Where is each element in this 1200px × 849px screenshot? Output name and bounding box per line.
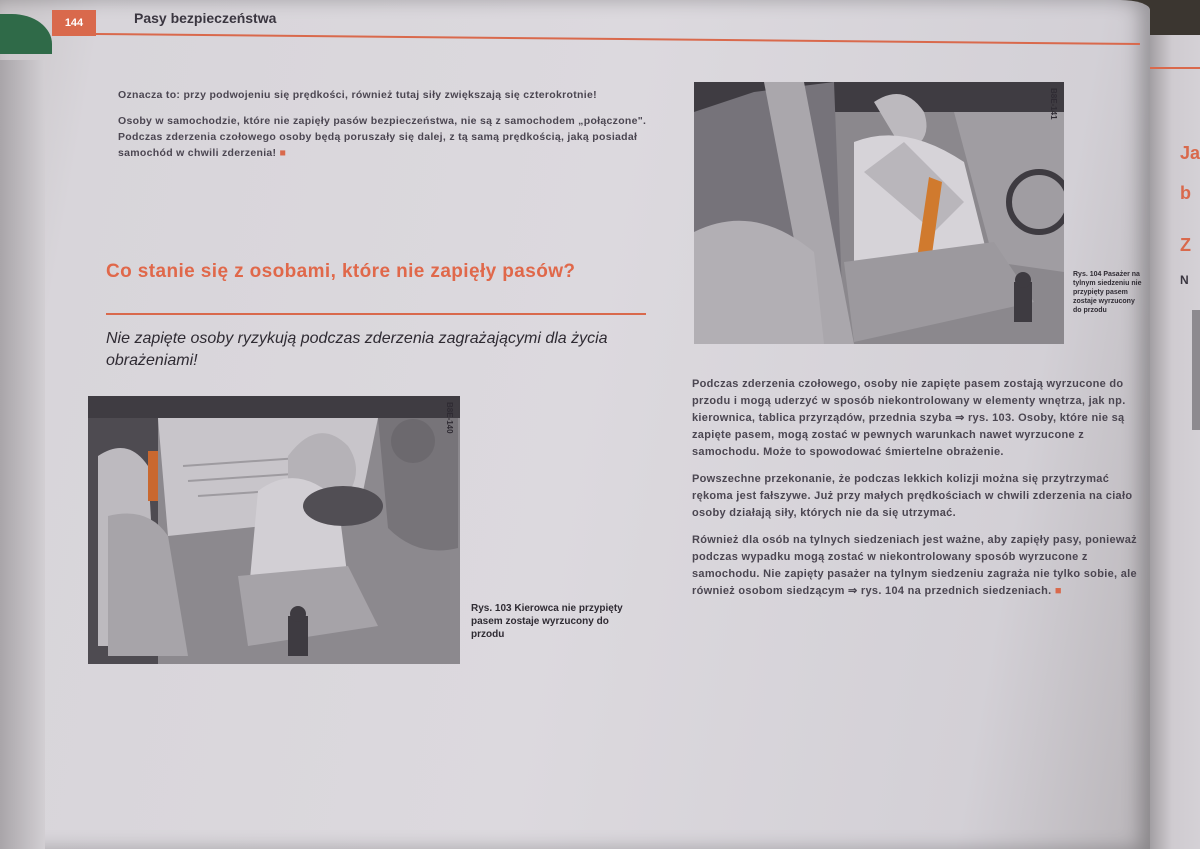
next-page-fragment: N [1180,273,1189,287]
next-page-header-rule [1150,67,1200,69]
figure-103-illustration [88,396,460,664]
intro-text [118,87,648,171]
figure-code: B8E-141 [1049,88,1058,120]
figure-104-illustration [694,82,1064,344]
intro-paragraph: Oznacza to: przy podwojeniu się prędkości, również tutaj siły zwiększają się czterokrotnie! [118,89,597,101]
next-page-image [1192,310,1200,430]
page-number: 144 [52,10,96,36]
intro-paragraph: Osoby w samochodzie, które nie zapięły pasów bezpieczeństwa, nie są z samochodem „połączone". Podczas zderzenia czołowego osoby będą poruszały się dalej, z tą samą prędkością, jaką posiadał samochód w chwili zderzenia! ■ [118,115,647,159]
page-curl-shadow [0,60,45,849]
body-paragraph: Powszechne przekonanie, że podczas lekkich kolizji można się przytrzymać rękoma jest fałszywe. Już przy małych prędkościach w chwili zderzenia na ciało osoby działają siły, których nie da się utrzymać. [692,473,1133,519]
figure-104-caption: Rys. 104 Pasażer na tylnym siedzeniu nie przypięty pasem zostaje wyrzucony do przodu [1073,271,1142,314]
driver-illustration [88,396,460,664]
figure-103-caption: Rys. 103 Kierowca nie przypięty pasem zostaje wyrzucony do przodu [471,603,623,640]
figure-code: B8E-140 [445,402,454,434]
next-page-fragment: b [1180,183,1191,203]
end-mark-icon: ■ [279,147,287,159]
body-paragraph: Podczas zderzenia czołowego, osoby nie zapięte pasem zostają wyrzucone do przodu i mogą uderzyć w sposób niekontrolowany w elementy wnętrza, jak np. kierownica, tablica przyrządów, przednia szyba ⇒ rys. 103. Osoby, które nie są zapięte pasem, mogą zostać w pewnych warunkach nawet wyrzucone z samochodu. Może to spowodować śmiertelne obrażenie. [692,378,1126,458]
section-lead: Nie zapięte osoby ryzykują podczas zderzenia zagrażającymi dla życia obrażeniami! [106,330,608,369]
right-column-text [692,376,1152,610]
body-paragraph: Również dla osób na tylnych siedzeniach jest ważne, aby zapięły pasy, ponieważ podczas wypadku mogą zostać w niekontrolowany sposób wyrzucone z samochodu. Nie zapięty pasażer na tylnym siedzeniu zagraża nie tylko sobie, ale również osobom siedzącym ⇒ rys. 104 na przednich siedzeniach. ■ [692,534,1137,597]
page-header-title: Pasy bezpieczeństwa [134,10,277,26]
section-heading: Co stanie się z osobami, które nie zapięły pasów? [106,261,576,282]
next-page-fragment: Z [1180,235,1191,255]
passenger-illustration [694,82,1064,344]
end-mark-icon: ■ [1054,585,1062,597]
section-rule [106,313,646,315]
next-page-fragment: Ja [1180,143,1200,163]
